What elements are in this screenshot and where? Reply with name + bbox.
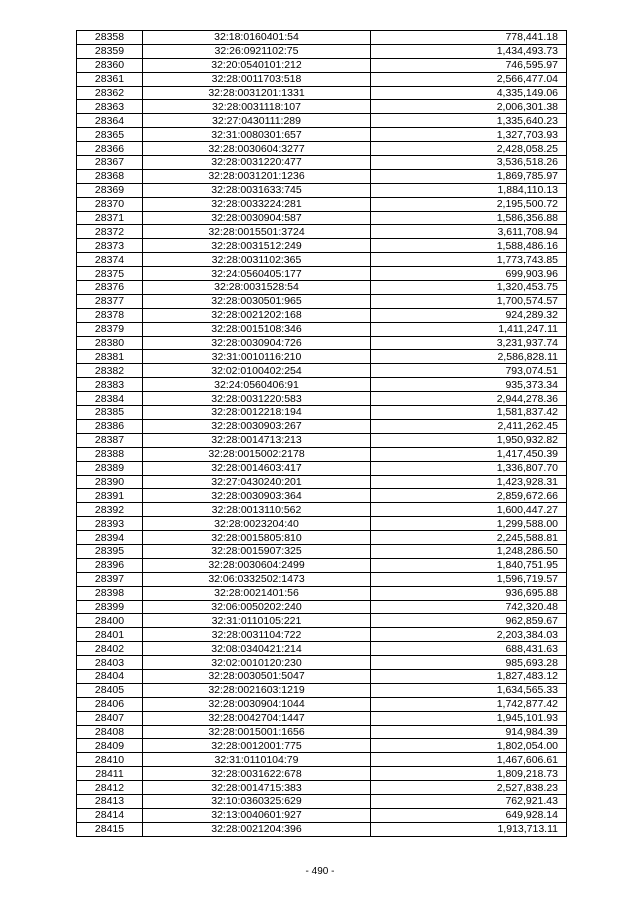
value-cell: 1,335,640.23 [371, 114, 567, 128]
value-cell: 3,611,708.94 [371, 225, 567, 239]
value-cell: 962,859.67 [371, 614, 567, 628]
row-number-cell: 28394 [77, 531, 143, 545]
row-number-cell: 28381 [77, 350, 143, 364]
table-row [77, 683, 567, 697]
row-number-cell: 28386 [77, 419, 143, 433]
value-cell: 1,581,837.42 [371, 406, 567, 420]
cadastral-number-cell: 32:28:0015501:3724 [143, 225, 371, 239]
table-row [77, 461, 567, 475]
cadastral-number-cell: 32:28:0030604:3277 [143, 142, 371, 156]
table-row [77, 183, 567, 197]
row-number-cell: 28389 [77, 461, 143, 475]
value-cell: 1,600,447.27 [371, 503, 567, 517]
table-row [77, 267, 567, 281]
table-row [77, 100, 567, 114]
row-number-cell: 28407 [77, 711, 143, 725]
table-row [77, 544, 567, 558]
cadastral-number-cell: 32:28:0015108:346 [143, 322, 371, 336]
cadastral-number-cell: 32:28:0014603:417 [143, 461, 371, 475]
table-row [77, 58, 567, 72]
value-cell: 2,195,500.72 [371, 197, 567, 211]
table-row [77, 739, 567, 753]
row-number-cell: 28361 [77, 72, 143, 86]
cadastral-number-cell: 32:28:0031512:249 [143, 239, 371, 253]
value-cell: 1,950,932.82 [371, 433, 567, 447]
value-cell: 1,913,713.11 [371, 822, 567, 836]
value-cell: 2,006,301.38 [371, 100, 567, 114]
cadastral-number-cell: 32:28:0031201:1236 [143, 169, 371, 183]
value-cell: 935,373.34 [371, 378, 567, 392]
row-number-cell: 28379 [77, 322, 143, 336]
row-number-cell: 28415 [77, 822, 143, 836]
row-number-cell: 28410 [77, 753, 143, 767]
cadastral-number-cell: 32:28:0030604:2499 [143, 558, 371, 572]
value-cell: 1,869,785.97 [371, 169, 567, 183]
cadastral-number-cell: 32:13:0040601:927 [143, 808, 371, 822]
cadastral-number-cell: 32:28:0031528:54 [143, 281, 371, 295]
cadastral-number-cell: 32:18:0160401:54 [143, 31, 371, 45]
cadastral-number-cell: 32:28:0015001:1656 [143, 725, 371, 739]
cadastral-number-cell: 32:31:0110104:79 [143, 753, 371, 767]
value-cell: 2,586,828.11 [371, 350, 567, 364]
table-row [77, 239, 567, 253]
value-cell: 1,320,453.75 [371, 281, 567, 295]
row-number-cell: 28405 [77, 683, 143, 697]
row-number-cell: 28368 [77, 169, 143, 183]
value-cell: 1,299,588.00 [371, 517, 567, 531]
value-cell: 1,586,356.88 [371, 211, 567, 225]
cadastral-number-cell: 32:28:0031201:1331 [143, 86, 371, 100]
cadastral-number-cell: 32:28:0030904:587 [143, 211, 371, 225]
cadastral-number-cell: 32:02:0100402:254 [143, 364, 371, 378]
table-row [77, 822, 567, 836]
table-body [77, 31, 567, 837]
table-row [77, 336, 567, 350]
cadastral-number-cell: 32:31:0080301:657 [143, 128, 371, 142]
row-number-cell: 28391 [77, 489, 143, 503]
row-number-cell: 28358 [77, 31, 143, 45]
table-row [77, 517, 567, 531]
table-row [77, 392, 567, 406]
row-number-cell: 28396 [77, 558, 143, 572]
value-cell: 1,840,751.95 [371, 558, 567, 572]
table-row [77, 72, 567, 86]
value-cell: 1,596,719.57 [371, 572, 567, 586]
cadastral-number-cell: 32:28:0012218:194 [143, 406, 371, 420]
value-cell: 1,773,743.85 [371, 253, 567, 267]
table-row [77, 794, 567, 808]
row-number-cell: 28371 [77, 211, 143, 225]
value-cell: 742,320.48 [371, 600, 567, 614]
value-cell: 1,327,703.93 [371, 128, 567, 142]
value-cell: 793,074.51 [371, 364, 567, 378]
row-number-cell: 28376 [77, 281, 143, 295]
value-cell: 1,434,493.73 [371, 44, 567, 58]
row-number-cell: 28401 [77, 628, 143, 642]
cadastral-number-cell: 32:28:0021401:56 [143, 586, 371, 600]
row-number-cell: 28390 [77, 475, 143, 489]
table-row [77, 503, 567, 517]
cadastral-number-cell: 32:28:0015002:2178 [143, 447, 371, 461]
table-row [77, 711, 567, 725]
row-number-cell: 28412 [77, 781, 143, 795]
table-row [77, 447, 567, 461]
cadastral-number-cell: 32:28:0011703:518 [143, 72, 371, 86]
table-row [77, 142, 567, 156]
table-row [77, 44, 567, 58]
table-row [77, 558, 567, 572]
cadastral-number-cell: 32:24:0560405:177 [143, 267, 371, 281]
value-cell: 1,802,054.00 [371, 739, 567, 753]
row-number-cell: 28367 [77, 156, 143, 170]
row-number-cell: 28374 [77, 253, 143, 267]
value-cell: 2,859,672.66 [371, 489, 567, 503]
table-row [77, 281, 567, 295]
value-cell: 1,827,483.12 [371, 669, 567, 683]
value-cell: 1,467,606.61 [371, 753, 567, 767]
table-row [77, 697, 567, 711]
row-number-cell: 28413 [77, 794, 143, 808]
table-row [77, 378, 567, 392]
cadastral-number-cell: 32:28:0030904:1044 [143, 697, 371, 711]
value-cell: 2,428,058.25 [371, 142, 567, 156]
table-row [77, 253, 567, 267]
row-number-cell: 28411 [77, 767, 143, 781]
cadastral-number-cell: 32:27:0430111:289 [143, 114, 371, 128]
value-cell: 914,984.39 [371, 725, 567, 739]
value-cell: 1,588,486.16 [371, 239, 567, 253]
cadastral-number-cell: 32:28:0015907:325 [143, 544, 371, 558]
value-cell: 2,944,278.36 [371, 392, 567, 406]
cadastral-number-cell: 32:28:0014713:213 [143, 433, 371, 447]
row-number-cell: 28359 [77, 44, 143, 58]
value-cell: 1,417,450.39 [371, 447, 567, 461]
row-number-cell: 28387 [77, 433, 143, 447]
value-cell: 2,203,384.03 [371, 628, 567, 642]
cadastral-number-cell: 32:31:0010116:210 [143, 350, 371, 364]
value-cell: 2,411,262.45 [371, 419, 567, 433]
cadastral-number-cell: 32:28:0042704:1447 [143, 711, 371, 725]
row-number-cell: 28393 [77, 517, 143, 531]
table-row [77, 156, 567, 170]
row-number-cell: 28380 [77, 336, 143, 350]
table-row [77, 642, 567, 656]
row-number-cell: 28384 [77, 392, 143, 406]
table-row [77, 656, 567, 670]
row-number-cell: 28360 [77, 58, 143, 72]
row-number-cell: 28369 [77, 183, 143, 197]
table-row [77, 350, 567, 364]
cadastral-number-cell: 32:06:0050202:240 [143, 600, 371, 614]
row-number-cell: 28370 [77, 197, 143, 211]
table-row [77, 31, 567, 45]
table-row [77, 294, 567, 308]
table-row [77, 169, 567, 183]
cadastral-number-cell: 32:28:0031220:477 [143, 156, 371, 170]
table-row [77, 406, 567, 420]
cadastral-number-cell: 32:31:0110105:221 [143, 614, 371, 628]
cadastral-number-cell: 32:28:0030904:726 [143, 336, 371, 350]
cadastral-number-cell: 32:28:0031220:583 [143, 392, 371, 406]
cadastral-number-cell: 32:28:0030501:5047 [143, 669, 371, 683]
row-number-cell: 28404 [77, 669, 143, 683]
row-number-cell: 28364 [77, 114, 143, 128]
row-number-cell: 28365 [77, 128, 143, 142]
value-cell: 688,431.63 [371, 642, 567, 656]
page-number: - 490 - [305, 866, 335, 877]
row-number-cell: 28395 [77, 544, 143, 558]
cadastral-number-cell: 32:28:0021202:168 [143, 308, 371, 322]
value-cell: 762,921.43 [371, 794, 567, 808]
table-row [77, 586, 567, 600]
row-number-cell: 28402 [77, 642, 143, 656]
cadastral-number-cell: 32:28:0031622:678 [143, 767, 371, 781]
table-row [77, 725, 567, 739]
cadastral-number-cell: 32:20:0540101:212 [143, 58, 371, 72]
row-number-cell: 28385 [77, 406, 143, 420]
table-row [77, 225, 567, 239]
cadastral-number-cell: 32:28:0015805:810 [143, 531, 371, 545]
cadastral-number-cell: 32:28:0012001:775 [143, 739, 371, 753]
row-number-cell: 28372 [77, 225, 143, 239]
row-number-cell: 28400 [77, 614, 143, 628]
value-cell: 1,248,286.50 [371, 544, 567, 558]
row-number-cell: 28388 [77, 447, 143, 461]
cadastral-number-cell: 32:28:0031104:722 [143, 628, 371, 642]
row-number-cell: 28366 [77, 142, 143, 156]
row-number-cell: 28403 [77, 656, 143, 670]
cadastral-number-cell: 32:24:0560406:91 [143, 378, 371, 392]
row-number-cell: 28409 [77, 739, 143, 753]
cadastral-number-cell: 32:28:0031102:365 [143, 253, 371, 267]
table-row [77, 364, 567, 378]
row-number-cell: 28406 [77, 697, 143, 711]
value-cell: 1,742,877.42 [371, 697, 567, 711]
value-cell: 2,527,838.23 [371, 781, 567, 795]
row-number-cell: 28382 [77, 364, 143, 378]
row-number-cell: 28362 [77, 86, 143, 100]
cadastral-number-cell: 32:28:0014715:383 [143, 781, 371, 795]
table-row [77, 489, 567, 503]
value-cell: 3,231,937.74 [371, 336, 567, 350]
row-number-cell: 28399 [77, 600, 143, 614]
table-row [77, 322, 567, 336]
cadastral-number-cell: 32:28:0023204:40 [143, 517, 371, 531]
table-row [77, 211, 567, 225]
value-cell: 3,536,518.26 [371, 156, 567, 170]
value-cell: 778,441.18 [371, 31, 567, 45]
value-cell: 1,411,247.11 [371, 322, 567, 336]
row-number-cell: 28383 [77, 378, 143, 392]
table-row [77, 808, 567, 822]
table-row [77, 614, 567, 628]
table-row [77, 197, 567, 211]
table-row [77, 128, 567, 142]
table-row [77, 669, 567, 683]
cadastral-number-cell: 32:28:0033224:281 [143, 197, 371, 211]
cadastral-number-cell: 32:28:0031633:745 [143, 183, 371, 197]
cadastral-number-cell: 32:28:0031118:107 [143, 100, 371, 114]
row-number-cell: 28378 [77, 308, 143, 322]
value-cell: 699,903.96 [371, 267, 567, 281]
value-cell: 1,700,574.57 [371, 294, 567, 308]
cadastral-number-cell: 32:28:0021603:1219 [143, 683, 371, 697]
value-cell: 1,884,110.13 [371, 183, 567, 197]
value-cell: 2,245,588.81 [371, 531, 567, 545]
row-number-cell: 28377 [77, 294, 143, 308]
cadastral-number-cell: 32:28:0021204:396 [143, 822, 371, 836]
cadastral-number-cell: 32:26:0921102:75 [143, 44, 371, 58]
row-number-cell: 28392 [77, 503, 143, 517]
cadastral-number-cell: 32:02:0010120:230 [143, 656, 371, 670]
table-row [77, 767, 567, 781]
table-row [77, 419, 567, 433]
value-cell: 1,634,565.33 [371, 683, 567, 697]
value-cell: 936,695.88 [371, 586, 567, 600]
row-number-cell: 28375 [77, 267, 143, 281]
value-cell: 1,423,928.31 [371, 475, 567, 489]
cadastral-value-table [76, 30, 567, 837]
table-row [77, 308, 567, 322]
value-cell: 1,336,807.70 [371, 461, 567, 475]
value-cell: 4,335,149.06 [371, 86, 567, 100]
cadastral-number-cell: 32:28:0030501:965 [143, 294, 371, 308]
table-row [77, 86, 567, 100]
value-cell: 1,809,218.73 [371, 767, 567, 781]
cadastral-number-cell: 32:08:0340421:214 [143, 642, 371, 656]
row-number-cell: 28397 [77, 572, 143, 586]
cadastral-number-cell: 32:06:0332502:1473 [143, 572, 371, 586]
cadastral-number-cell: 32:10:0360325:629 [143, 794, 371, 808]
table-row [77, 781, 567, 795]
table-row [77, 628, 567, 642]
value-cell: 746,595.97 [371, 58, 567, 72]
value-cell: 649,928.14 [371, 808, 567, 822]
table-row [77, 433, 567, 447]
cadastral-number-cell: 32:28:0030903:267 [143, 419, 371, 433]
row-number-cell: 28398 [77, 586, 143, 600]
value-cell: 2,566,477.04 [371, 72, 567, 86]
row-number-cell: 28414 [77, 808, 143, 822]
table-row [77, 753, 567, 767]
value-cell: 924,289.32 [371, 308, 567, 322]
value-cell: 985,693.28 [371, 656, 567, 670]
row-number-cell: 28373 [77, 239, 143, 253]
row-number-cell: 28363 [77, 100, 143, 114]
row-number-cell: 28408 [77, 725, 143, 739]
table-row [77, 475, 567, 489]
table-row [77, 531, 567, 545]
table-row [77, 114, 567, 128]
cadastral-number-cell: 32:28:0030903:364 [143, 489, 371, 503]
cadastral-number-cell: 32:28:0013110:562 [143, 503, 371, 517]
table-row [77, 600, 567, 614]
value-cell: 1,945,101.93 [371, 711, 567, 725]
table-row [77, 572, 567, 586]
cadastral-number-cell: 32:27:0430240:201 [143, 475, 371, 489]
